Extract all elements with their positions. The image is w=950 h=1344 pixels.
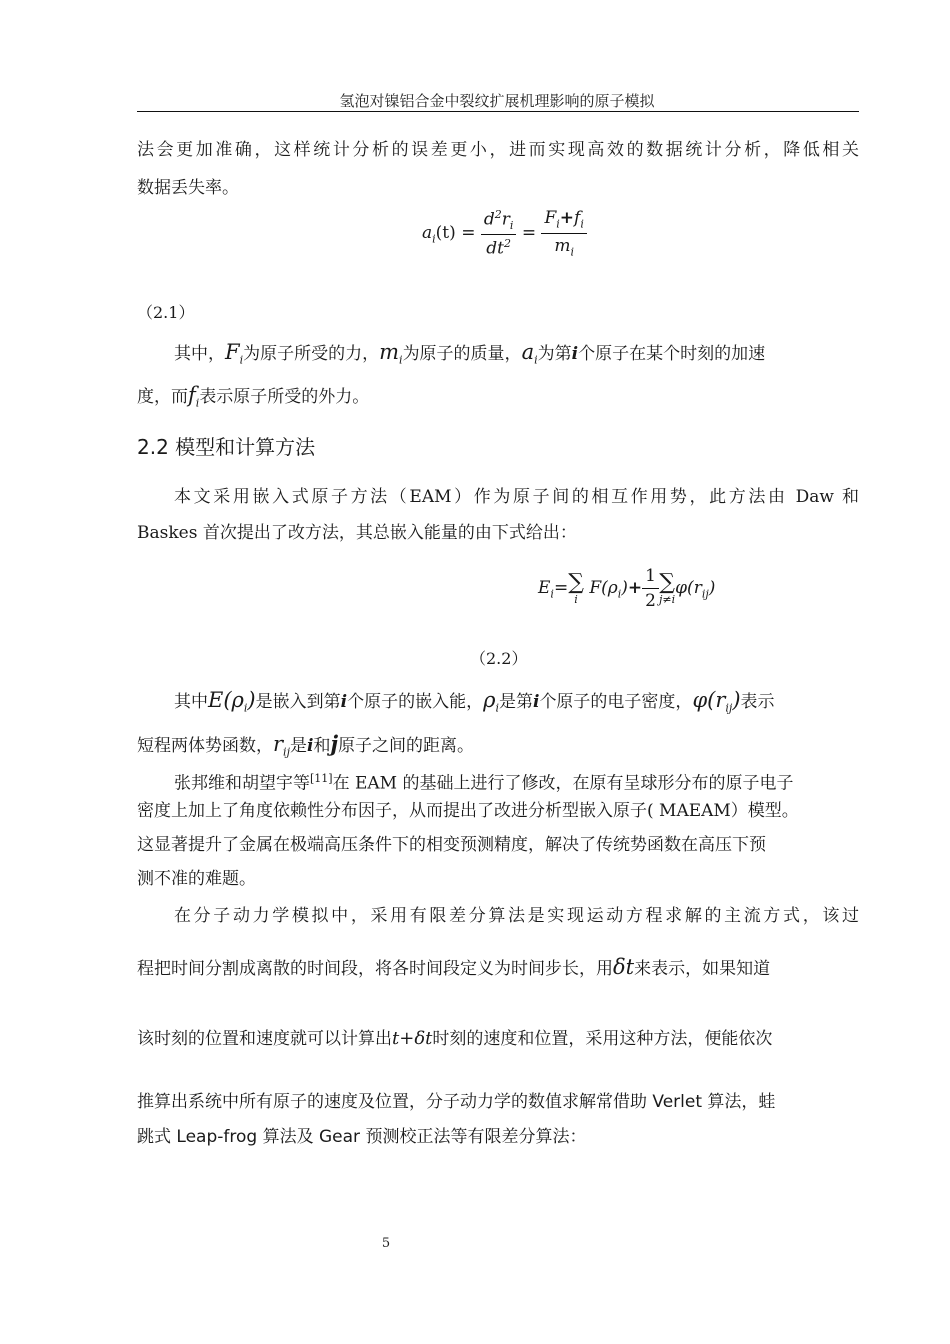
para2-line1: 本文采用嵌入式原子方法（EAM）作为原子间的相互作用势，此方法由 Daw 和 <box>174 487 859 507</box>
para4-line3: 这显著提升了金属在极端高压条件下的相变预测精度，解决了传统势函数在高压下预 <box>137 835 766 855</box>
header-rule <box>137 111 859 112</box>
para4-line2: 密度上加上了角度依赖性分布因子，从而提出了改进分析型嵌入原子( MAEAM）模型。 <box>137 801 799 821</box>
eq1-a: a <box>422 222 433 243</box>
para2-line2: Baskes 首次提出了改方法，其总嵌入能量的由下式给出： <box>137 523 577 543</box>
para0-line1: 法会更加准确，这样统计分析的误差更小，进而实现高效的数据统计分析，降低相关 <box>137 140 859 160</box>
para3-line1: 其中$E(\rho_i)$是嵌入到第i个原子的嵌入能，$\rho_i$是第i个原子的电子密度，$\varphi(r_{ij})$表示 <box>174 688 775 715</box>
eq2-sum-2: ∑ j≠i <box>659 570 676 606</box>
eq1-equals-2: = <box>521 222 537 243</box>
equation-2-1 <box>422 208 587 259</box>
eq1-fraction-force: $\frac{F_i+f_i}{m_i}$ <box>541 208 586 258</box>
para5-line2: 程把时间分割成离散的时间段，将各时间段定义为时间步长，用δt来表示，如果知道 <box>137 955 771 979</box>
para0-line2: 数据丢失率。 <box>137 178 239 198</box>
running-header: 氢泡对镍铝合金中裂纹扩展机理影响的原子模拟 <box>339 92 655 110</box>
eq1-a-arg: (t) <box>435 222 456 243</box>
para4-line4: 测不准的难题。 <box>137 869 256 889</box>
section-heading: 2.2 模型和计算方法 <box>137 435 316 459</box>
para5-line3: 该时刻的位置和速度就可以计算出t+δt时刻的速度和位置，采用这种方法，便能依次 <box>137 1028 773 1049</box>
para5-line5: 跳式 Leap-frog 算法及 Gear 预测校正法等有限差分算法： <box>137 1127 587 1147</box>
eq2-sum-1: ∑ i <box>568 570 584 606</box>
equation-number-2-2: （2.2） <box>470 649 528 668</box>
equation-number-2-1: （2.1） <box>137 303 195 322</box>
eq2-half: $\frac{1}{2}$ <box>642 566 659 611</box>
eq1-a-sub: i <box>432 232 436 246</box>
equation-2-2: $E_i=$ ∑ i $F(\rho_i)+$ $\frac{1}{2}$ ∑ j≠i $\varphi(r_{ij})$ <box>538 566 716 611</box>
para1-line1: 其中，$F_i$为原子所受的力，$m_i$为原子的质量，$a_i$为第i个原子在某个时刻的加速 <box>174 340 766 367</box>
page-number: 5 <box>381 1236 391 1251</box>
para5-line4: 推算出系统中所有原子的速度及位置，分子动力学的数值求解常借助 Verlet 算法，蛙 <box>137 1092 776 1112</box>
eq1-fraction-derivative: $\frac{d^2r_i}{dt^2}$ <box>481 208 517 259</box>
eq1-equals-1: = <box>461 222 476 243</box>
para1-line2: 度，而$f_i$表示原子所受的外力。 <box>137 383 370 410</box>
para3-line2: 短程两体势函数，$r_{ij}$是i和j原子之间的距离。 <box>137 731 475 759</box>
para4-line1: 张邦维和胡望宇等[11]在 EAM 的基础上进行了修改，在原有呈球形分布的原子电子 <box>174 772 794 794</box>
citation-11: [11] <box>310 772 333 785</box>
para5-line1: 在分子动力学模拟中，采用有限差分算法是实现运动方程求解的主流方式，该过 <box>174 906 859 926</box>
